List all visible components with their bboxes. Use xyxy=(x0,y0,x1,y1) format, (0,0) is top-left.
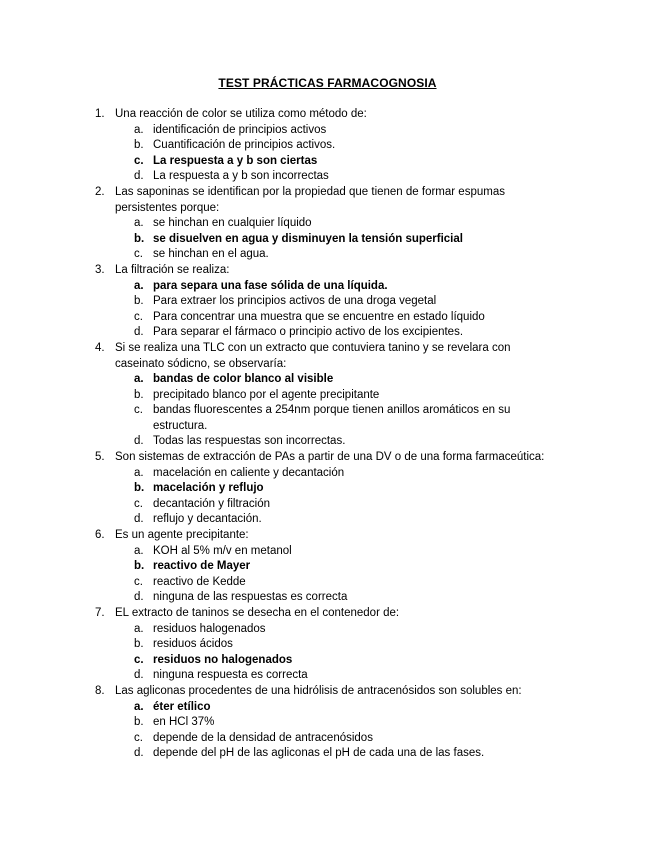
option-letter: a. xyxy=(134,544,144,557)
option-letter: c. xyxy=(134,310,143,323)
option-letter: d. xyxy=(134,513,144,526)
question-text: Las saponinas se identifican por la propiedad que tienen de formar espumas persistentes porque: xyxy=(115,185,505,214)
answer-options xyxy=(0,466,655,528)
option-text: macelación y reflujo xyxy=(153,482,264,495)
option-letter: a. xyxy=(134,622,144,635)
answer-option xyxy=(0,466,655,482)
option-letter: c. xyxy=(134,154,144,167)
option-text: éter etílico xyxy=(153,700,211,713)
answer-option xyxy=(0,575,655,591)
option-text: residuos halogenados xyxy=(153,622,266,635)
answer-options xyxy=(0,700,655,762)
question-text: Una reacción de color se utiliza como método de: xyxy=(115,108,367,120)
question-row xyxy=(0,263,655,279)
question-row xyxy=(0,528,655,544)
question-6 xyxy=(0,528,655,606)
option-text: reflujo y decantación. xyxy=(153,513,262,526)
correct-answer-option xyxy=(0,700,655,716)
answer-options xyxy=(0,279,655,341)
option-letter: a. xyxy=(134,700,144,713)
correct-answer-option xyxy=(0,232,655,248)
question-3 xyxy=(0,263,655,341)
question-row xyxy=(0,341,655,372)
option-text: bandas de color blanco al visible xyxy=(153,373,334,386)
answer-option xyxy=(0,512,655,528)
answer-options xyxy=(0,123,655,185)
correct-answer-option xyxy=(0,653,655,669)
question-row xyxy=(0,185,655,216)
correct-answer-option xyxy=(0,559,655,575)
option-letter: a. xyxy=(134,217,144,230)
answer-option xyxy=(0,715,655,731)
option-text: residuos ácidos xyxy=(153,638,233,651)
answer-option xyxy=(0,388,655,404)
question-text: Es un agente precipitante: xyxy=(115,529,249,542)
answer-option xyxy=(0,746,655,762)
option-letter: b. xyxy=(134,139,144,152)
answer-option xyxy=(0,247,655,263)
option-text: precipitado blanco por el agente precipitante xyxy=(153,388,380,401)
option-text: se hinchan en cualquier líquido xyxy=(153,217,312,230)
option-text: identificación de principios activos xyxy=(153,123,327,136)
option-letter: c. xyxy=(134,731,143,744)
question-number: 7. xyxy=(95,607,105,619)
option-text: depende del pH de las agliconas el pH de cada una de las fases. xyxy=(153,747,485,760)
answer-option xyxy=(0,169,655,185)
question-5 xyxy=(0,450,655,528)
question-row xyxy=(0,107,655,123)
option-text: decantación y filtración xyxy=(153,497,270,510)
question-number: 3. xyxy=(95,263,105,276)
option-text: macelación en caliente y decantación xyxy=(153,466,345,479)
option-text: se hinchan en el agua. xyxy=(153,248,269,261)
answer-option xyxy=(0,123,655,139)
question-text: Si se realiza una TLC con un extracto que contuviera tanino y se revelara con caseinato sódicno, se observaría: xyxy=(115,341,511,370)
option-text: bandas fluorescentes a 254nm porque tienen anillos aromáticos en su estructura. xyxy=(153,404,511,432)
question-text: La filtración se realiza: xyxy=(115,263,230,276)
question-text: Son sistemas de extracción de PAs a partir de una DV o de una forma farmaceútica: xyxy=(115,451,545,464)
option-text: Para separar el fármaco o principio activo de los excipientes. xyxy=(153,326,464,339)
question-text: Las agliconas procedentes de una hidrólisis de antracenósidos son solubles en: xyxy=(115,684,522,697)
option-text: depende de la densidad de antracenósidos xyxy=(153,731,373,744)
answer-options xyxy=(0,216,655,263)
option-letter: d. xyxy=(134,591,144,604)
question-number: 4. xyxy=(95,341,105,354)
answer-option xyxy=(0,216,655,232)
question-list xyxy=(0,107,655,762)
question-number: 2. xyxy=(95,185,105,198)
question-number: 1. xyxy=(95,108,105,120)
correct-answer-option xyxy=(0,154,655,170)
option-letter: b. xyxy=(134,232,145,245)
option-letter: a. xyxy=(134,373,144,386)
option-letter: c. xyxy=(134,248,143,261)
option-text: para separa una fase sólida de una líquida. xyxy=(153,279,388,292)
option-letter: a. xyxy=(134,123,144,136)
question-row xyxy=(0,684,655,700)
answer-options xyxy=(0,622,655,684)
correct-answer-option xyxy=(0,279,655,295)
correct-answer-option xyxy=(0,481,655,497)
option-letter: d. xyxy=(134,669,144,682)
option-letter: b. xyxy=(134,295,144,308)
question-row xyxy=(0,606,655,622)
option-letter: d. xyxy=(134,747,144,760)
answer-option xyxy=(0,497,655,513)
option-letter: c. xyxy=(134,404,143,417)
option-text: reactivo de Kedde xyxy=(153,575,246,588)
answer-option xyxy=(0,544,655,560)
answer-option xyxy=(0,138,655,154)
option-letter: b. xyxy=(134,388,144,401)
question-number: 8. xyxy=(95,684,105,697)
option-letter: c. xyxy=(134,653,144,666)
option-letter: a. xyxy=(134,466,144,479)
correct-answer-option xyxy=(0,372,655,388)
answer-option xyxy=(0,731,655,747)
option-text: KOH al 5% m/v en metanol xyxy=(153,544,292,557)
answer-option xyxy=(0,637,655,653)
option-text: Cuantificación de principios activos. xyxy=(153,139,336,152)
option-letter: a. xyxy=(134,279,144,292)
question-7 xyxy=(0,606,655,684)
option-letter: c. xyxy=(134,497,143,510)
answer-option xyxy=(0,622,655,638)
question-4 xyxy=(0,341,655,450)
answer-options xyxy=(0,372,655,450)
option-text: ninguna de las respuestas es correcta xyxy=(153,591,348,604)
option-letter: d. xyxy=(134,435,144,448)
option-text: Para concentrar una muestra que se encuentre en estado líquido xyxy=(153,310,485,323)
option-letter: b. xyxy=(134,560,145,573)
answer-option xyxy=(0,590,655,606)
question-2 xyxy=(0,185,655,263)
option-text: Para extraer los principios activos de una droga vegetal xyxy=(153,295,437,308)
option-text: La respuesta a y b son ciertas xyxy=(153,154,318,167)
option-letter: b. xyxy=(134,638,144,651)
question-8 xyxy=(0,684,655,762)
option-letter: b. xyxy=(134,716,144,729)
question-number: 6. xyxy=(95,529,105,542)
answer-option xyxy=(0,310,655,326)
question-row xyxy=(0,450,655,466)
option-letter: c. xyxy=(134,575,143,588)
question-1 xyxy=(0,107,655,185)
question-text: EL extracto de taninos se desecha en el contenedor de: xyxy=(115,607,400,619)
answer-option xyxy=(0,403,655,434)
option-text: reactivo de Mayer xyxy=(153,560,251,573)
answer-option xyxy=(0,294,655,310)
document-title: TEST PRÁCTICAS FARMACOGNOSIA xyxy=(218,76,437,90)
answer-option xyxy=(0,434,655,450)
answer-options xyxy=(0,544,655,606)
option-letter: d. xyxy=(134,326,144,339)
question-number: 5. xyxy=(95,451,105,464)
option-text: en HCl 37% xyxy=(153,716,215,729)
option-text: residuos no halogenados xyxy=(153,653,293,666)
answer-option xyxy=(0,325,655,341)
option-letter: d. xyxy=(134,170,144,183)
answer-option xyxy=(0,668,655,684)
option-text: ninguna respuesta es correcta xyxy=(153,669,308,682)
option-text: se disuelven en agua y disminuyen la tensión superficial xyxy=(153,232,463,245)
option-text: Todas las respuestas son incorrectas. xyxy=(153,435,346,448)
option-letter: b. xyxy=(134,482,145,495)
option-text: La respuesta a y b son incorrectas xyxy=(153,170,329,183)
